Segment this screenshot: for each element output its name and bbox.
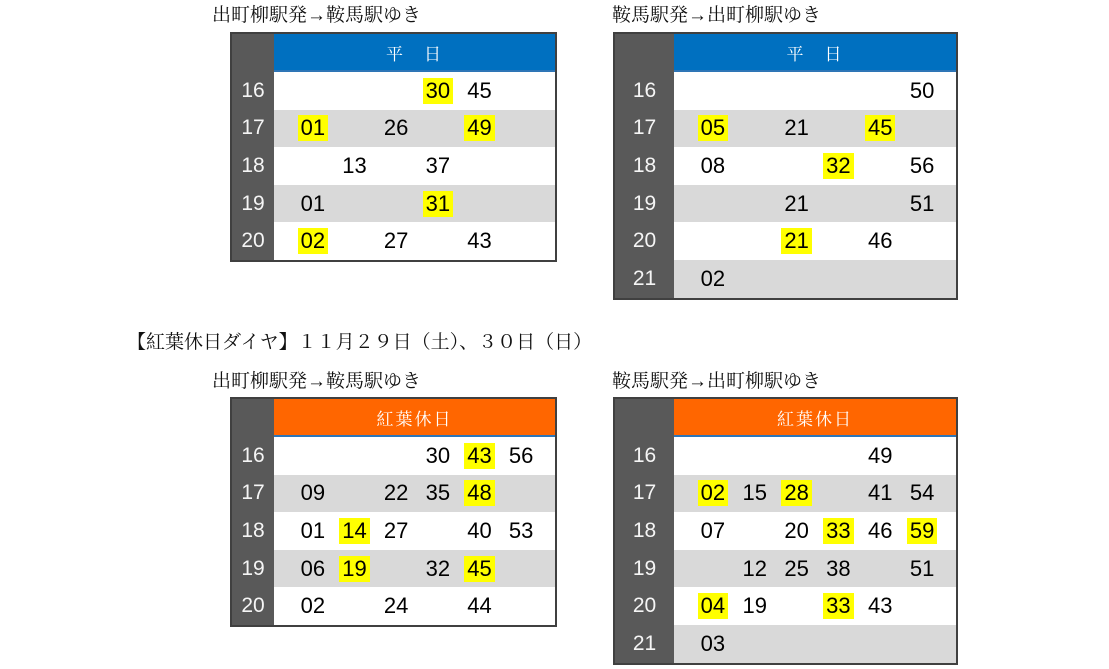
hour-label: 19	[232, 185, 274, 223]
hour-label: 16	[615, 72, 674, 110]
time-cell-highlighted: 33	[823, 593, 853, 619]
service-type-header: 平 日	[274, 34, 555, 72]
holiday-schedule-heading: 【紅葉休日ダイヤ】１１月２９日（土）、３０日（日）	[127, 332, 593, 353]
hour-label: 17	[615, 475, 674, 513]
minutes-row	[674, 475, 956, 513]
timetable-row-hour-21	[615, 260, 956, 298]
time-cell: 21	[784, 190, 809, 216]
timetable-header-row	[232, 399, 555, 437]
hour-label: 21	[615, 625, 674, 663]
time-cell-highlighted: 43	[464, 443, 494, 469]
timetable-holiday-kurama-to-demachiyanagi	[613, 397, 958, 665]
time-cell: 27	[383, 228, 409, 254]
hour-label: 18	[615, 147, 674, 185]
time-cell: 25	[784, 555, 809, 581]
time-cell: 24	[383, 593, 409, 619]
time-cell-highlighted: 45	[464, 556, 494, 582]
time-cell: 32	[425, 555, 451, 581]
time-cell: 53	[508, 517, 534, 543]
hour-column-header-spacer	[232, 399, 274, 437]
timetable-row-hour-21	[615, 625, 956, 663]
time-cell: 01	[300, 517, 326, 543]
hour-label: 17	[232, 110, 274, 148]
hour-label: 16	[232, 437, 274, 475]
time-cell: 56	[909, 152, 935, 178]
time-cell: 51	[909, 555, 935, 581]
minutes-row	[274, 550, 555, 588]
hour-label: 20	[232, 222, 274, 260]
time-cell-highlighted: 49	[464, 115, 494, 141]
timetable-weekday-demachiyanagi-to-kurama	[230, 32, 557, 262]
minutes-row	[674, 185, 956, 223]
time-cell: 20	[784, 517, 809, 543]
minutes-row	[674, 437, 956, 475]
timetable-row-hour-20	[232, 222, 555, 260]
minutes-row	[274, 437, 555, 475]
hour-label: 21	[615, 260, 674, 298]
minutes-row	[674, 72, 956, 110]
timetable-row-hour-20	[615, 587, 956, 625]
time-cell-highlighted: 28	[781, 480, 811, 506]
hour-label: 18	[232, 512, 274, 550]
timetable-weekday-kurama-to-demachiyanagi	[613, 32, 958, 300]
hour-column-header-spacer	[232, 34, 274, 72]
timetable-row-hour-17	[232, 475, 555, 513]
time-cell: 54	[909, 480, 935, 506]
time-cell: 51	[909, 190, 935, 216]
timetable-row-hour-17	[615, 475, 956, 513]
hour-label: 20	[615, 587, 674, 625]
hour-label: 17	[232, 475, 274, 513]
timetable-header-row	[615, 34, 956, 72]
timetable-row-hour-17	[232, 110, 555, 148]
time-cell: 50	[909, 77, 935, 103]
table-title-holiday-inbound: 鞍馬駅発→出町柳駅ゆき	[612, 371, 822, 392]
timetable-row-hour-18	[615, 147, 956, 185]
minutes-row	[274, 587, 555, 625]
time-cell: 37	[425, 152, 451, 178]
minutes-row	[274, 185, 555, 223]
timetable-row-hour-16	[232, 72, 555, 110]
time-cell-highlighted: 02	[698, 480, 728, 506]
time-cell: 26	[383, 115, 409, 141]
hour-label: 17	[615, 110, 674, 148]
hour-label: 18	[615, 512, 674, 550]
time-cell: 44	[467, 593, 492, 619]
hour-label: 20	[615, 222, 674, 260]
timetable-holiday-demachiyanagi-to-kurama	[230, 397, 557, 627]
time-cell-highlighted: 32	[823, 153, 853, 179]
minutes-row	[674, 110, 956, 148]
time-cell: 09	[300, 480, 326, 506]
time-cell: 19	[742, 593, 767, 619]
hour-label: 16	[232, 72, 274, 110]
time-cell-highlighted: 48	[464, 480, 494, 506]
minutes-row	[674, 222, 956, 260]
time-cell-highlighted: 33	[823, 518, 853, 544]
time-cell: 46	[868, 228, 893, 254]
hour-label: 19	[232, 550, 274, 588]
minutes-row	[274, 222, 555, 260]
time-cell-highlighted: 19	[339, 556, 369, 582]
timetable-row-hour-18	[232, 512, 555, 550]
time-cell-highlighted: 31	[423, 191, 453, 217]
time-cell-highlighted: 01	[298, 115, 328, 141]
time-cell: 02	[300, 593, 326, 619]
minutes-row	[274, 147, 555, 185]
hour-label: 16	[615, 437, 674, 475]
time-cell: 45	[467, 77, 492, 103]
timetable-header-row	[232, 34, 555, 72]
time-cell: 46	[868, 517, 893, 543]
minutes-row	[674, 625, 956, 663]
time-cell: 07	[700, 517, 726, 543]
time-cell-highlighted: 14	[339, 518, 369, 544]
timetable-row-hour-16	[615, 72, 956, 110]
timetable-row-hour-17	[615, 110, 956, 148]
timetable-row-hour-19	[615, 185, 956, 223]
minutes-row	[674, 550, 956, 588]
time-cell: 38	[826, 555, 851, 581]
time-cell: 30	[425, 442, 451, 468]
table-title-holiday-outbound: 出町柳駅発→鞍馬駅ゆき	[212, 371, 422, 392]
time-cell: 43	[467, 228, 492, 254]
time-cell: 08	[700, 152, 726, 178]
time-cell: 41	[868, 480, 893, 506]
time-cell-highlighted: 04	[698, 593, 728, 619]
hour-label: 19	[615, 185, 674, 223]
time-cell-highlighted: 05	[698, 115, 728, 141]
time-cell: 49	[868, 442, 893, 468]
time-cell-highlighted: 02	[298, 228, 328, 254]
hour-label: 19	[615, 550, 674, 588]
timetable-row-hour-18	[615, 512, 956, 550]
minutes-row	[674, 512, 956, 550]
time-cell: 15	[742, 480, 767, 506]
time-cell: 56	[508, 442, 534, 468]
minutes-row	[274, 475, 555, 513]
time-cell-highlighted: 45	[865, 115, 895, 141]
timetable-row-hour-20	[232, 587, 555, 625]
time-cell-highlighted: 30	[423, 78, 453, 104]
time-cell-highlighted: 21	[781, 228, 811, 254]
minutes-row	[274, 110, 555, 148]
minutes-row	[274, 72, 555, 110]
time-cell: 01	[300, 190, 326, 216]
time-cell: 21	[784, 115, 809, 141]
time-cell: 35	[425, 480, 451, 506]
time-cell: 40	[467, 517, 492, 543]
time-cell: 22	[383, 480, 409, 506]
time-cell: 06	[300, 555, 326, 581]
minutes-row	[674, 260, 956, 298]
timetable-row-hour-19	[232, 185, 555, 223]
time-cell: 43	[868, 593, 893, 619]
service-type-header: 紅葉休日	[674, 399, 956, 437]
hour-label: 18	[232, 147, 274, 185]
minutes-row	[274, 512, 555, 550]
time-cell-highlighted: 59	[907, 518, 937, 544]
timetable-row-hour-19	[232, 550, 555, 588]
table-title-weekday-outbound: 出町柳駅発→鞍馬駅ゆき	[212, 5, 422, 26]
hour-column-header-spacer	[615, 399, 674, 437]
timetable-row-hour-20	[615, 222, 956, 260]
service-type-header: 紅葉休日	[274, 399, 555, 437]
time-cell: 03	[700, 630, 726, 656]
timetable-row-hour-18	[232, 147, 555, 185]
timetable-row-hour-16	[615, 437, 956, 475]
hour-label: 20	[232, 587, 274, 625]
service-type-header: 平 日	[674, 34, 956, 72]
table-title-weekday-inbound: 鞍馬駅発→出町柳駅ゆき	[612, 5, 822, 26]
timetable-row-hour-19	[615, 550, 956, 588]
timetable-header-row	[615, 399, 956, 437]
minutes-row	[674, 147, 956, 185]
hour-column-header-spacer	[615, 34, 674, 72]
time-cell: 27	[383, 517, 409, 543]
minutes-row	[674, 587, 956, 625]
timetable-row-hour-16	[232, 437, 555, 475]
time-cell: 02	[700, 265, 726, 291]
time-cell: 12	[742, 555, 767, 581]
time-cell: 13	[342, 152, 367, 178]
